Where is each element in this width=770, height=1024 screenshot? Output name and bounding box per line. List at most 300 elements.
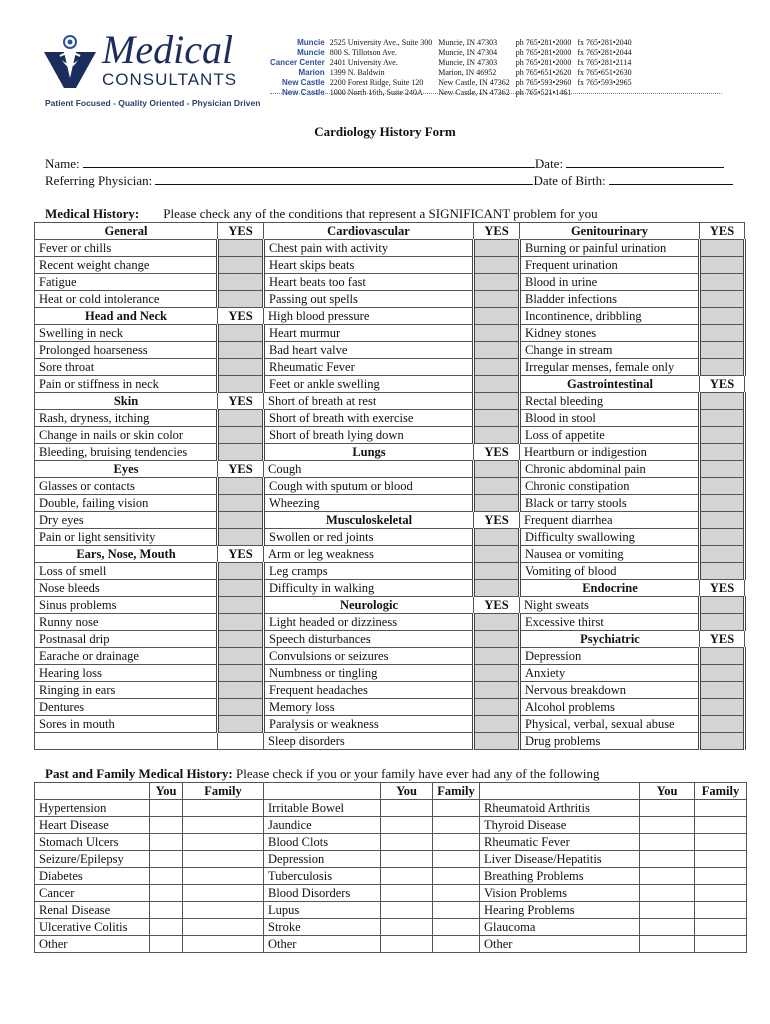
condition-checkbox[interactable]: [474, 291, 520, 308]
family-checkbox[interactable]: [183, 817, 264, 834]
you-checkbox[interactable]: [640, 851, 695, 868]
condition-checkbox[interactable]: [218, 716, 264, 733]
category-heading: General: [35, 223, 218, 240]
family-checkbox[interactable]: [695, 800, 747, 817]
empty-cell: [480, 783, 640, 800]
location-address: 1399 N. Baldwin: [329, 68, 385, 77]
condition-checkbox[interactable]: [700, 359, 745, 376]
medical-history-heading: Medical History:: [45, 206, 140, 221]
category-heading: Genitourinary: [520, 223, 700, 240]
condition-label: Change in stream: [520, 342, 700, 359]
condition-checkbox[interactable]: [700, 716, 745, 733]
condition-checkbox[interactable]: [474, 648, 520, 665]
condition-checkbox[interactable]: [700, 240, 745, 257]
condition-label: Memory loss: [264, 699, 474, 716]
condition-label: Pain or light sensitivity: [35, 529, 218, 546]
condition-checkbox[interactable]: [700, 427, 745, 444]
condition-checkbox[interactable]: [474, 699, 520, 716]
family-checkbox[interactable]: [433, 868, 480, 885]
condition-label: Dry eyes: [35, 512, 218, 529]
family-checkbox[interactable]: [183, 919, 264, 936]
condition-checkbox[interactable]: [474, 631, 520, 648]
family-history-table: [34, 782, 747, 953]
condition-checkbox[interactable]: [218, 325, 264, 342]
date-field[interactable]: [566, 156, 724, 168]
condition-checkbox[interactable]: [700, 529, 745, 546]
you-checkbox[interactable]: [150, 834, 183, 851]
you-checkbox[interactable]: [640, 885, 695, 902]
condition-checkbox[interactable]: [218, 631, 264, 648]
condition-checkbox[interactable]: [218, 699, 264, 716]
history-condition-label: Depression: [264, 851, 381, 868]
family-checkbox[interactable]: [183, 868, 264, 885]
history-condition-label: Blood Clots: [264, 834, 381, 851]
table-row: [35, 257, 745, 274]
table-row: [35, 546, 745, 563]
condition-label: Heart murmur: [264, 325, 474, 342]
history-condition-label: Blood Disorders: [264, 885, 381, 902]
family-checkbox[interactable]: [183, 902, 264, 919]
condition-label: Frequent urination: [520, 257, 700, 274]
table-row: [35, 648, 745, 665]
you-checkbox[interactable]: [381, 800, 433, 817]
condition-label: Short of breath lying down: [264, 427, 474, 444]
family-checkbox[interactable]: [183, 851, 264, 868]
table-row: [35, 342, 745, 359]
name-field[interactable]: [83, 156, 535, 168]
referring-physician-field[interactable]: [155, 173, 533, 185]
condition-checkbox[interactable]: [218, 274, 264, 291]
you-checkbox[interactable]: [381, 851, 433, 868]
table-row: [35, 631, 745, 648]
location-name: Marion: [298, 68, 325, 77]
condition-checkbox[interactable]: [700, 274, 745, 291]
condition-label: Light headed or dizziness: [264, 614, 474, 631]
condition-checkbox[interactable]: [218, 614, 264, 631]
history-condition-label: Rheumatic Fever: [480, 834, 640, 851]
history-condition-label: Seizure/Epilepsy: [35, 851, 150, 868]
location-phone: ph 765•521•1461: [515, 88, 572, 97]
condition-label: Nausea or vomiting: [520, 546, 700, 563]
condition-checkbox[interactable]: [218, 580, 264, 597]
condition-checkbox[interactable]: [218, 478, 264, 495]
condition-checkbox[interactable]: [218, 359, 264, 376]
yes-column-header: YES: [700, 631, 745, 648]
history-condition-label: Other: [264, 936, 381, 953]
history-condition-label: Liver Disease/Hepatitis: [480, 851, 640, 868]
table-row: [35, 376, 745, 393]
you-checkbox[interactable]: [640, 817, 695, 834]
category-heading: Musculoskeletal: [264, 512, 474, 529]
condition-label: Frequent diarrhea: [520, 512, 700, 529]
table-row: [35, 308, 745, 325]
history-condition-label: Tuberculosis: [264, 868, 381, 885]
location-address: 2200 Forest Ridge, Suite 120: [329, 78, 424, 87]
history-condition-label: Hearing Problems: [480, 902, 640, 919]
condition-checkbox[interactable]: [700, 563, 745, 580]
condition-checkbox[interactable]: [474, 682, 520, 699]
family-column-header: Family: [183, 783, 264, 800]
condition-checkbox[interactable]: [700, 699, 745, 716]
condition-checkbox[interactable]: [700, 665, 745, 682]
you-checkbox[interactable]: [150, 902, 183, 919]
yes-column-header: YES: [218, 308, 264, 325]
condition-checkbox[interactable]: [700, 495, 745, 512]
condition-checkbox[interactable]: [474, 495, 520, 512]
you-checkbox[interactable]: [150, 885, 183, 902]
condition-checkbox[interactable]: [218, 342, 264, 359]
condition-checkbox[interactable]: [700, 512, 745, 529]
condition-checkbox[interactable]: [474, 529, 520, 546]
condition-checkbox[interactable]: [700, 614, 745, 631]
name-label: Name:: [45, 156, 80, 171]
you-checkbox[interactable]: [150, 936, 183, 953]
history-condition-label: Heart Disease: [35, 817, 150, 834]
you-checkbox[interactable]: [381, 885, 433, 902]
history-condition-label: Stomach Ulcers: [35, 834, 150, 851]
location-fax: fx 765•281•2040: [577, 38, 632, 47]
table-row: [35, 919, 747, 936]
date-label: Date:: [534, 156, 564, 171]
condition-checkbox[interactable]: [218, 648, 264, 665]
condition-label: Recent weight change: [35, 257, 218, 274]
you-checkbox[interactable]: [150, 919, 183, 936]
yes-column-header: YES: [474, 223, 520, 240]
condition-label: Short of breath with exercise: [264, 410, 474, 427]
condition-checkbox[interactable]: [218, 597, 264, 614]
family-checkbox[interactable]: [695, 851, 747, 868]
condition-label: Dentures: [35, 699, 218, 716]
condition-label: Frequent headaches: [264, 682, 474, 699]
you-checkbox[interactable]: [381, 834, 433, 851]
family-checkbox[interactable]: [695, 868, 747, 885]
category-heading: Gastrointestinal: [520, 376, 700, 393]
you-column-header: You: [381, 783, 433, 800]
condition-checkbox[interactable]: [700, 308, 745, 325]
condition-label: Wheezing: [264, 495, 474, 512]
condition-checkbox[interactable]: [218, 376, 264, 393]
you-checkbox[interactable]: [381, 817, 433, 834]
condition-checkbox[interactable]: [474, 257, 520, 274]
condition-label: Kidney stones: [520, 325, 700, 342]
condition-label: Alcohol problems: [520, 699, 700, 716]
you-checkbox[interactable]: [640, 902, 695, 919]
condition-label: Nose bleeds: [35, 580, 218, 597]
history-condition-label: Vision Problems: [480, 885, 640, 902]
empty-cell: [264, 783, 381, 800]
condition-label: Excessive thirst: [520, 614, 700, 631]
condition-checkbox[interactable]: [474, 410, 520, 427]
condition-label: Short of breath at rest: [264, 393, 474, 410]
you-checkbox[interactable]: [381, 868, 433, 885]
location-city: Muncie, IN 47303: [438, 58, 498, 67]
condition-checkbox[interactable]: [700, 546, 745, 563]
condition-checkbox[interactable]: [700, 478, 745, 495]
table-row: [35, 834, 747, 851]
condition-label: Swelling in neck: [35, 325, 218, 342]
condition-checkbox[interactable]: [700, 393, 745, 410]
condition-label: Postnasal drip: [35, 631, 218, 648]
condition-checkbox[interactable]: [474, 359, 520, 376]
condition-label: Passing out spells: [264, 291, 474, 308]
condition-checkbox[interactable]: [474, 274, 520, 291]
condition-checkbox[interactable]: [474, 733, 520, 750]
condition-label: Chronic abdominal pain: [520, 461, 700, 478]
family-checkbox[interactable]: [183, 885, 264, 902]
condition-checkbox[interactable]: [700, 733, 745, 750]
you-checkbox[interactable]: [640, 919, 695, 936]
you-checkbox[interactable]: [381, 902, 433, 919]
yes-column-header: YES: [218, 461, 264, 478]
category-heading: Neurologic: [264, 597, 474, 614]
table-row: [35, 410, 745, 427]
condition-label: Heart skips beats: [264, 257, 474, 274]
condition-checkbox[interactable]: [700, 257, 745, 274]
condition-checkbox[interactable]: [218, 257, 264, 274]
category-heading: Eyes: [35, 461, 218, 478]
condition-label: Depression: [520, 648, 700, 665]
condition-checkbox[interactable]: [218, 512, 264, 529]
table-row: [35, 291, 745, 308]
condition-label: Swollen or red joints: [264, 529, 474, 546]
medical-consultants-logo: [40, 27, 270, 92]
you-checkbox[interactable]: [640, 800, 695, 817]
condition-label: Glasses or contacts: [35, 478, 218, 495]
condition-label: Pain or stiffness in neck: [35, 376, 218, 393]
condition-label: Runny nose: [35, 614, 218, 631]
dob-label: Date of Birth:: [533, 173, 606, 188]
family-checkbox[interactable]: [695, 902, 747, 919]
condition-checkbox[interactable]: [474, 461, 520, 478]
location-row: [270, 48, 638, 58]
table-row: [35, 461, 745, 478]
condition-label: Convulsions or seizures: [264, 648, 474, 665]
history-condition-label: Glaucoma: [480, 919, 640, 936]
condition-checkbox[interactable]: [474, 240, 520, 257]
location-name: New Castle: [282, 78, 325, 87]
table-row: [35, 597, 745, 614]
you-checkbox[interactable]: [150, 800, 183, 817]
condition-label: Sleep disorders: [264, 733, 474, 750]
condition-label: Bad heart valve: [264, 342, 474, 359]
condition-checkbox[interactable]: [700, 597, 745, 614]
condition-label: Sinus problems: [35, 597, 218, 614]
history-condition-label: Irritable Bowel: [264, 800, 381, 817]
family-checkbox[interactable]: [433, 885, 480, 902]
family-checkbox[interactable]: [183, 834, 264, 851]
location-address: 2401 University Ave.: [329, 58, 398, 67]
table-row: [35, 902, 747, 919]
condition-checkbox[interactable]: [474, 393, 520, 410]
condition-checkbox[interactable]: [474, 308, 520, 325]
medical-history-instruction: Please check any of the conditions that represent a SIGNIFICANT problem for you: [163, 206, 598, 221]
family-checkbox[interactable]: [183, 936, 264, 953]
table-row: [35, 240, 745, 257]
history-condition-label: Jaundice: [264, 817, 381, 834]
yes-column-header: YES: [700, 376, 745, 393]
brand-sub: CONSULTANTS: [102, 70, 238, 89]
condition-checkbox[interactable]: [700, 342, 745, 359]
yes-column-header: YES: [700, 580, 745, 597]
you-column-header: You: [640, 783, 695, 800]
condition-label: Burning or painful urination: [520, 240, 700, 257]
you-checkbox[interactable]: [150, 851, 183, 868]
table-row: [35, 512, 745, 529]
condition-checkbox[interactable]: [218, 495, 264, 512]
yes-column-header: YES: [218, 546, 264, 563]
condition-checkbox[interactable]: [474, 376, 520, 393]
location-name: New Castle: [282, 88, 325, 97]
family-checkbox[interactable]: [433, 936, 480, 953]
condition-checkbox[interactable]: [700, 444, 745, 461]
condition-label: Sores in mouth: [35, 716, 218, 733]
table-row: [35, 614, 745, 631]
condition-checkbox[interactable]: [700, 410, 745, 427]
condition-checkbox[interactable]: [474, 665, 520, 682]
condition-checkbox[interactable]: [218, 410, 264, 427]
you-checkbox[interactable]: [150, 817, 183, 834]
condition-checkbox[interactable]: [474, 478, 520, 495]
location-phone: ph 765•651•2620: [515, 68, 572, 77]
family-column-header: Family: [695, 783, 747, 800]
condition-checkbox[interactable]: [474, 546, 520, 563]
condition-checkbox[interactable]: [700, 648, 745, 665]
condition-label: Loss of smell: [35, 563, 218, 580]
condition-label: Change in nails or skin color: [35, 427, 218, 444]
family-checkbox[interactable]: [433, 800, 480, 817]
form-title: Cardiology History Form: [314, 124, 456, 139]
dob-field[interactable]: [609, 173, 733, 185]
location-name: Cancer Center: [270, 58, 325, 67]
location-phone: ph 765•593•2960: [515, 78, 572, 87]
condition-label: Nervous breakdown: [520, 682, 700, 699]
yes-column-header: YES: [700, 223, 745, 240]
history-condition-label: Hypertension: [35, 800, 150, 817]
condition-checkbox[interactable]: [218, 665, 264, 682]
you-checkbox[interactable]: [381, 936, 433, 953]
family-checkbox[interactable]: [433, 817, 480, 834]
condition-checkbox[interactable]: [700, 682, 745, 699]
empty-cell: [218, 733, 264, 750]
you-column-header: You: [150, 783, 183, 800]
condition-label: Bleeding, bruising tendencies: [35, 444, 218, 461]
table-row: [35, 885, 747, 902]
condition-checkbox[interactable]: [218, 682, 264, 699]
you-checkbox[interactable]: [150, 868, 183, 885]
location-fax: fx 765•281•2044: [577, 48, 632, 57]
you-checkbox[interactable]: [381, 919, 433, 936]
location-address: 800 S. Tillotson Ave.: [329, 48, 397, 57]
condition-checkbox[interactable]: [474, 325, 520, 342]
condition-label: Chronic constipation: [520, 478, 700, 495]
condition-checkbox[interactable]: [474, 427, 520, 444]
condition-checkbox[interactable]: [700, 461, 745, 478]
condition-label: Physical, verbal, sexual abuse: [520, 716, 700, 733]
family-checkbox[interactable]: [695, 885, 747, 902]
referring-physician-label: Referring Physician:: [45, 173, 153, 188]
condition-checkbox[interactable]: [474, 580, 520, 597]
location-city: Marion, IN 46952: [438, 68, 497, 77]
condition-checkbox[interactable]: [218, 563, 264, 580]
history-condition-label: Breathing Problems: [480, 868, 640, 885]
condition-label: Speech disturbances: [264, 631, 474, 648]
family-checkbox[interactable]: [433, 919, 480, 936]
condition-checkbox[interactable]: [218, 529, 264, 546]
condition-label: Anxiety: [520, 665, 700, 682]
condition-label: Fatigue: [35, 274, 218, 291]
table-row: [35, 665, 745, 682]
you-checkbox[interactable]: [640, 936, 695, 953]
condition-label: Blood in stool: [520, 410, 700, 427]
you-checkbox[interactable]: [640, 868, 695, 885]
family-checkbox[interactable]: [695, 936, 747, 953]
table-row: [35, 733, 745, 750]
condition-label: Numbness or tingling: [264, 665, 474, 682]
table-row: [35, 682, 745, 699]
condition-label: Prolonged hoarseness: [35, 342, 218, 359]
condition-label: Cough with sputum or blood: [264, 478, 474, 495]
family-checkbox[interactable]: [695, 919, 747, 936]
table-row: [35, 274, 745, 291]
condition-checkbox[interactable]: [474, 716, 520, 733]
table-row: [35, 223, 745, 240]
condition-checkbox[interactable]: [700, 325, 745, 342]
category-heading: Cardiovascular: [264, 223, 474, 240]
location-row: [270, 78, 638, 88]
header-divider: [270, 93, 722, 94]
table-row: [35, 529, 745, 546]
brand-main: Medical: [102, 27, 234, 72]
family-checkbox[interactable]: [695, 817, 747, 834]
location-fax: fx 765•281•2114: [577, 58, 632, 67]
family-checkbox[interactable]: [433, 902, 480, 919]
empty-cell: [35, 733, 218, 750]
location-city: Muncie, IN 47304: [438, 48, 498, 57]
condition-checkbox[interactable]: [474, 342, 520, 359]
condition-checkbox[interactable]: [700, 291, 745, 308]
condition-checkbox[interactable]: [218, 427, 264, 444]
history-condition-label: Ulcerative Colitis: [35, 919, 150, 936]
you-checkbox[interactable]: [640, 834, 695, 851]
condition-checkbox[interactable]: [218, 240, 264, 257]
table-row: [35, 936, 747, 953]
family-checkbox[interactable]: [433, 834, 480, 851]
location-phone: ph 765•281•2000: [515, 48, 572, 57]
condition-checkbox[interactable]: [218, 444, 264, 461]
locations-table: [270, 38, 638, 98]
condition-label: Irregular menses, female only: [520, 359, 700, 376]
condition-label: Rheumatic Fever: [264, 359, 474, 376]
table-row: [35, 716, 745, 733]
table-row: [35, 851, 747, 868]
family-checkbox[interactable]: [695, 834, 747, 851]
condition-label: Chest pain with activity: [264, 240, 474, 257]
yes-column-header: YES: [474, 444, 520, 461]
condition-checkbox[interactable]: [218, 291, 264, 308]
family-checkbox[interactable]: [433, 851, 480, 868]
condition-checkbox[interactable]: [474, 614, 520, 631]
category-heading: Endocrine: [520, 580, 700, 597]
location-city: New Castle, IN 47362: [438, 88, 510, 97]
table-row: [35, 868, 747, 885]
location-row: [270, 58, 638, 68]
location-address: 2525 University Ave., Suite 300: [329, 38, 433, 47]
location-city: New Castle, IN 47362: [438, 78, 510, 87]
family-checkbox[interactable]: [183, 800, 264, 817]
condition-label: Difficulty swallowing: [520, 529, 700, 546]
condition-checkbox[interactable]: [474, 563, 520, 580]
medical-history-table: [34, 222, 746, 750]
